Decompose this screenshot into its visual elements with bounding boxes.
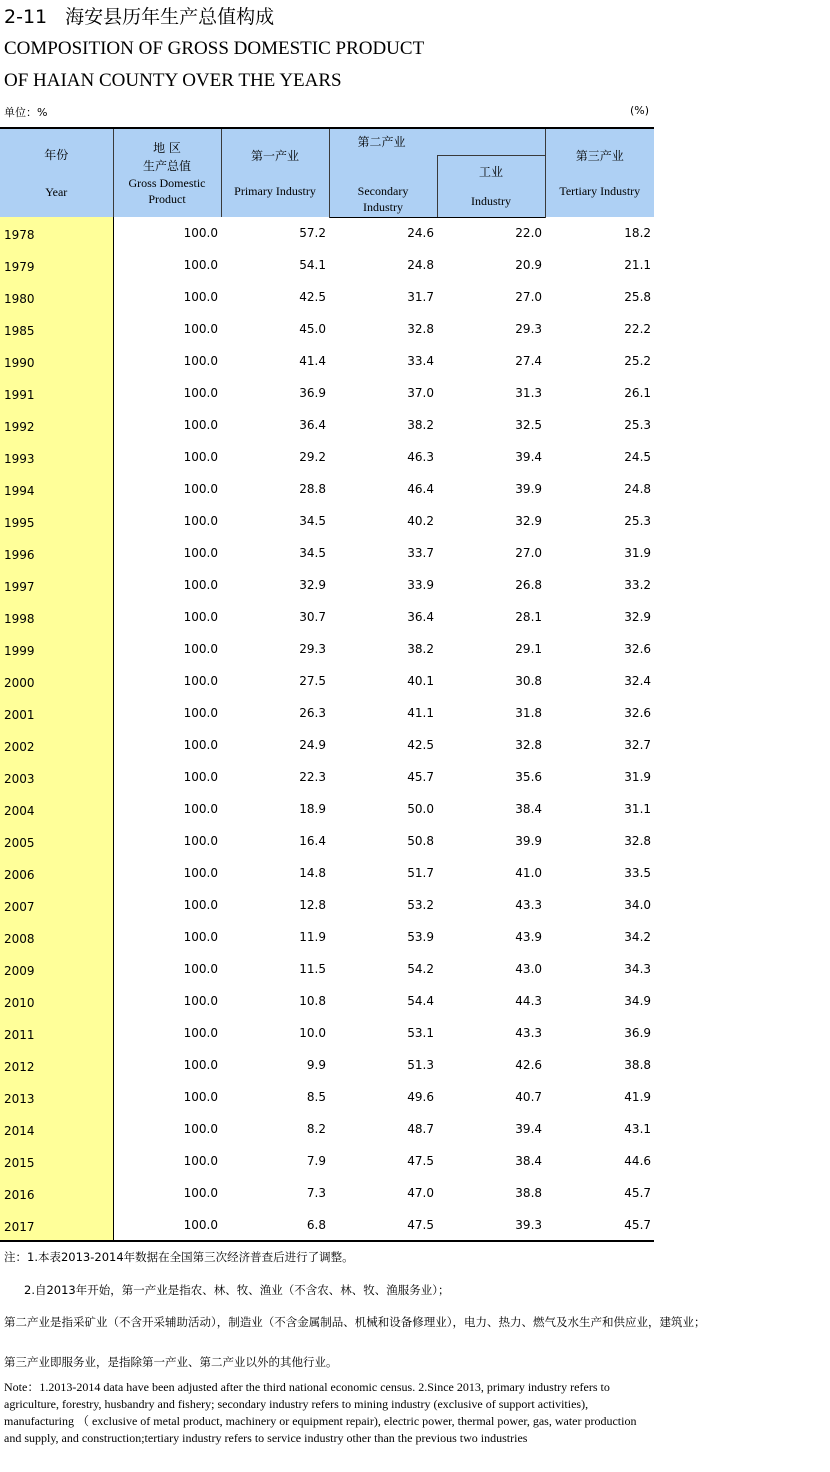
table-row (0, 633, 654, 665)
secondary-cell: 54.2 (407, 962, 434, 976)
secondary-cell: 50.0 (407, 802, 434, 816)
table-row (0, 697, 654, 729)
year-cell: 2013 (0, 1081, 113, 1113)
header-year (0, 128, 113, 217)
industry-cell: 42.6 (515, 1058, 543, 1072)
industry-cell: 27.0 (515, 290, 543, 304)
header-secondary-en: Secondary Industry (357, 183, 409, 214)
primary-cell: 34.5 (299, 514, 326, 528)
gdp-cell: 100.0 (183, 674, 218, 688)
gdp-cell: 100.0 (183, 1090, 218, 1104)
year-cell: 1991 (0, 377, 113, 409)
table-title-en-line2: OF HAIAN COUNTY OVER THE YEARS (4, 70, 342, 91)
secondary-cell: 36.4 (407, 610, 434, 624)
tertiary-cell: 25.2 (624, 354, 652, 368)
tertiary-cell: 33.5 (624, 866, 652, 880)
year-cell: 1985 (0, 313, 113, 345)
table-row (0, 1081, 654, 1113)
gdp-cell: 100.0 (183, 514, 218, 528)
primary-cell: 57.2 (299, 226, 326, 240)
gdp-cell: 100.0 (183, 258, 218, 272)
tertiary-cell: 34.9 (624, 994, 652, 1008)
primary-cell: 22.3 (299, 770, 326, 784)
industry-cell: 31.3 (515, 386, 543, 400)
secondary-cell: 47.0 (407, 1186, 434, 1200)
primary-cell: 16.4 (299, 834, 326, 848)
primary-cell: 8.5 (306, 1090, 326, 1104)
table-row (0, 985, 654, 1017)
header-year-cn: 年份 (44, 148, 69, 162)
industry-cell: 29.1 (515, 642, 543, 656)
header-gdp-cn2: 生产总值 (142, 159, 191, 173)
tertiary-cell: 25.3 (624, 418, 652, 432)
tertiary-cell: 26.1 (624, 386, 652, 400)
table-row (0, 537, 654, 569)
year-cell: 1995 (0, 505, 113, 537)
table-row (0, 1177, 654, 1209)
table-number: 2-11 (4, 6, 48, 28)
industry-cell: 32.8 (515, 738, 543, 752)
header-secondary-group (329, 128, 545, 155)
table-row (0, 921, 654, 953)
secondary-cell: 33.7 (407, 546, 434, 560)
industry-cell: 38.8 (515, 1186, 543, 1200)
gdp-cell: 100.0 (183, 226, 218, 240)
industry-cell: 26.8 (515, 578, 543, 592)
year-cell: 2001 (0, 697, 113, 729)
industry-cell: 30.8 (515, 674, 543, 688)
secondary-cell: 31.7 (407, 290, 434, 304)
header-industry (437, 155, 545, 217)
gdp-cell: 100.0 (183, 418, 218, 432)
table-row (0, 761, 654, 793)
primary-cell: 45.0 (299, 322, 326, 336)
header-year-en: Year (45, 185, 68, 199)
primary-cell: 30.7 (299, 610, 326, 624)
primary-cell: 29.2 (299, 450, 326, 464)
tertiary-cell: 18.2 (624, 226, 652, 240)
secondary-cell: 54.4 (407, 994, 434, 1008)
header-secondary-cn: 第二产业 (357, 134, 406, 149)
table-row (0, 281, 654, 313)
secondary-cell: 53.9 (407, 930, 434, 944)
tertiary-cell: 32.8 (624, 834, 652, 848)
industry-cell: 31.8 (515, 706, 543, 720)
gdp-cell: 100.0 (183, 386, 218, 400)
industry-cell: 38.4 (515, 802, 543, 816)
note-cn-2: 2.自2013年开始，第一产业是指农、林、牧、渔业（不含农、林、牧、渔服务业）； (24, 1283, 450, 1297)
industry-cell: 39.4 (515, 1122, 543, 1136)
table-title-cn (4, 5, 274, 29)
table-row (0, 1113, 654, 1145)
table-row (0, 569, 654, 601)
tertiary-cell: 24.5 (624, 450, 652, 464)
table-row (0, 953, 654, 985)
tertiary-cell: 43.1 (624, 1122, 652, 1136)
industry-cell: 38.4 (515, 1154, 543, 1168)
tertiary-cell: 31.9 (624, 770, 652, 784)
table-row (0, 729, 654, 761)
gdp-cell: 100.0 (183, 834, 218, 848)
secondary-cell: 32.8 (407, 322, 434, 336)
industry-cell: 29.3 (515, 322, 543, 336)
tertiary-cell: 25.3 (624, 514, 652, 528)
gdp-cell: 100.0 (183, 930, 218, 944)
secondary-cell: 47.5 (329, 1209, 437, 1241)
industry-cell: 43.3 (515, 898, 543, 912)
secondary-cell: 53.1 (407, 1026, 434, 1040)
gdp-cell: 100.0 (183, 994, 218, 1008)
year-cell: 1992 (0, 409, 113, 441)
primary-cell: 7.3 (306, 1186, 326, 1200)
unit-label-cn: 单位：% (4, 106, 48, 119)
year-cell: 1996 (0, 537, 113, 569)
year-cell: 2016 (0, 1177, 113, 1209)
year-cell: 2006 (0, 857, 113, 889)
secondary-cell: 40.2 (407, 514, 434, 528)
table-row (0, 377, 654, 409)
primary-cell: 24.9 (299, 738, 326, 752)
year-cell: 2017 (0, 1209, 113, 1241)
industry-cell: 43.0 (515, 962, 543, 976)
table-body (0, 217, 654, 1241)
note-cn-1: 注：1.本表2013-2014年数据在全国第三次经济普查后进行了调整。 (4, 1250, 354, 1264)
gdp-cell: 100.0 (183, 898, 218, 912)
table-row (0, 441, 654, 473)
gdp-cell: 100.0 (183, 866, 218, 880)
gdp-composition-table (0, 127, 654, 1242)
industry-cell: 32.9 (515, 514, 543, 528)
secondary-cell: 24.8 (407, 258, 434, 272)
table-row (0, 505, 654, 537)
tertiary-cell: 34.0 (624, 898, 652, 912)
header-gdp-cn1: 地 区 (153, 141, 181, 155)
primary-cell: 7.9 (306, 1154, 326, 1168)
gdp-cell: 100.0 (183, 642, 218, 656)
tertiary-cell: 32.6 (624, 706, 652, 720)
secondary-cell: 51.3 (407, 1058, 434, 1072)
table-row (0, 409, 654, 441)
primary-cell: 9.9 (306, 1058, 326, 1072)
primary-cell: 8.2 (306, 1122, 326, 1136)
secondary-cell: 33.4 (407, 354, 434, 368)
tertiary-cell: 44.6 (624, 1154, 652, 1168)
gdp-cell: 100.0 (183, 578, 218, 592)
primary-cell: 10.0 (299, 1026, 326, 1040)
year-cell: 1994 (0, 473, 113, 505)
tertiary-cell: 38.8 (624, 1058, 652, 1072)
gdp-cell: 100.0 (183, 1058, 218, 1072)
tertiary-cell: 32.7 (624, 738, 652, 752)
gdp-cell: 100.0 (183, 482, 218, 496)
table-row (0, 889, 654, 921)
year-cell: 1990 (0, 345, 113, 377)
table-row (0, 1049, 654, 1081)
year-cell: 2008 (0, 921, 113, 953)
primary-cell: 11.5 (299, 962, 326, 976)
secondary-cell: 50.8 (407, 834, 434, 848)
year-cell: 1999 (0, 633, 113, 665)
gdp-cell: 100.0 (183, 1122, 218, 1136)
secondary-cell: 38.2 (407, 642, 434, 656)
header-gdp-en: Gross Domestic Product (128, 176, 206, 206)
table-row (0, 601, 654, 633)
tertiary-cell: 45.7 (624, 1186, 652, 1200)
secondary-cell: 47.5 (407, 1154, 434, 1168)
gdp-cell: 100.0 (183, 1186, 218, 1200)
tertiary-cell: 24.8 (624, 482, 652, 496)
primary-cell: 42.5 (299, 290, 326, 304)
primary-cell: 11.9 (299, 930, 326, 944)
primary-cell: 28.8 (299, 482, 326, 496)
gdp-cell: 100.0 (183, 610, 218, 624)
table-row (0, 857, 654, 889)
table-row (0, 1017, 654, 1049)
gdp-cell: 100.0 (183, 546, 218, 560)
industry-cell: 43.9 (515, 930, 543, 944)
secondary-cell: 48.7 (407, 1122, 434, 1136)
year-cell: 2009 (0, 953, 113, 985)
tertiary-cell: 34.2 (624, 930, 652, 944)
primary-cell: 18.9 (299, 802, 326, 816)
tertiary-cell: 21.1 (624, 258, 652, 272)
secondary-cell: 42.5 (407, 738, 434, 752)
industry-cell: 44.3 (515, 994, 543, 1008)
tertiary-cell: 34.3 (624, 962, 652, 976)
year-cell: 2011 (0, 1017, 113, 1049)
industry-cell: 39.3 (437, 1209, 545, 1241)
tertiary-cell: 45.7 (545, 1209, 654, 1241)
gdp-cell: 100.0 (183, 322, 218, 336)
table-row (0, 217, 654, 249)
year-cell: 1998 (0, 601, 113, 633)
secondary-cell: 38.2 (407, 418, 434, 432)
year-cell: 1978 (0, 217, 113, 249)
header-tertiary-cn: 第三产业 (575, 149, 624, 163)
industry-cell: 20.9 (515, 258, 543, 272)
tertiary-cell: 31.1 (624, 802, 652, 816)
year-cell: 2003 (0, 761, 113, 793)
year-cell: 2005 (0, 825, 113, 857)
gdp-cell: 100.0 (183, 706, 218, 720)
note-cn-4: 第三产业即服务业，是指除第一产业、第二产业以外的其他行业。 (4, 1355, 338, 1369)
table-row (0, 793, 654, 825)
industry-cell: 39.9 (515, 834, 543, 848)
gdp-cell: 100.0 (183, 802, 218, 816)
industry-cell: 28.1 (515, 610, 543, 624)
unit-label-en: (%) (630, 104, 650, 117)
table-row (0, 345, 654, 377)
primary-cell: 14.8 (299, 866, 326, 880)
industry-cell: 39.9 (515, 482, 543, 496)
tertiary-cell: 33.2 (624, 578, 652, 592)
tertiary-cell: 25.8 (624, 290, 652, 304)
year-cell: 2014 (0, 1113, 113, 1145)
gdp-cell: 100.0 (183, 354, 218, 368)
header-primary-cn: 第一产业 (250, 149, 299, 163)
year-cell: 1993 (0, 441, 113, 473)
tertiary-cell: 22.2 (624, 322, 652, 336)
table-row (0, 1209, 654, 1241)
year-cell: 1997 (0, 569, 113, 601)
year-cell: 2007 (0, 889, 113, 921)
secondary-cell: 45.7 (407, 770, 434, 784)
industry-cell: 22.0 (515, 226, 543, 241)
year-cell: 2000 (0, 665, 113, 697)
primary-cell: 29.3 (299, 642, 326, 656)
table-row (0, 665, 654, 697)
gdp-cell: 100.0 (183, 962, 218, 976)
secondary-cell: 51.7 (407, 866, 434, 880)
title-cn-text: 海安县历年生产总值构成 (65, 6, 275, 28)
secondary-cell: 41.1 (407, 706, 434, 720)
table-title-en-line1: COMPOSITION OF GROSS DOMESTIC PRODUCT (4, 38, 425, 59)
secondary-cell: 49.6 (407, 1090, 434, 1104)
industry-cell: 39.4 (515, 450, 543, 464)
year-cell: 2004 (0, 793, 113, 825)
tertiary-cell: 41.9 (624, 1090, 652, 1104)
primary-cell: 54.1 (299, 258, 326, 272)
header-industry-cn: 工业 (479, 165, 504, 179)
primary-cell: 34.5 (299, 546, 326, 560)
tertiary-cell: 32.9 (624, 610, 652, 624)
primary-cell: 12.8 (299, 898, 326, 912)
primary-cell: 27.5 (299, 674, 326, 688)
year-cell: 1979 (0, 249, 113, 281)
industry-cell: 40.7 (515, 1090, 543, 1104)
year-cell: 2012 (0, 1049, 113, 1081)
secondary-cell: 53.2 (407, 898, 434, 912)
year-cell: 1980 (0, 281, 113, 313)
tertiary-cell: 32.4 (624, 674, 652, 688)
gdp-cell: 100.0 (183, 738, 218, 752)
secondary-cell: 46.4 (407, 482, 434, 496)
header-gdp (113, 128, 221, 217)
gdp-cell: 100.0 (183, 290, 218, 304)
header-primary (221, 128, 329, 217)
note-en: Note：1.2013-2014 data have been adjusted after the third national economic census. 2.Since 2013, primary industry refers to agriculture, forestry, husbandry and fishery; secondary industry refers to mining industry (exclusive of support activities), manufacturing （ exclusive of metal product, machinery or equipment repair), electric power, thermal power, gas, water production and supply, and construction;tertiary industry refers to service industry other than the previous two industries (4, 1380, 637, 1445)
primary-cell: 36.4 (299, 418, 326, 432)
industry-cell: 35.6 (515, 770, 543, 784)
primary-cell: 32.9 (299, 578, 326, 592)
table-row (0, 473, 654, 505)
secondary-cell: 24.6 (407, 226, 434, 241)
year-cell: 2002 (0, 729, 113, 761)
secondary-cell: 33.9 (407, 578, 434, 592)
table-row (0, 313, 654, 345)
tertiary-cell: 32.6 (624, 642, 652, 656)
header-secondary-en-cell (329, 155, 437, 217)
gdp-cell: 100.0 (183, 450, 218, 464)
gdp-cell: 100.0 (183, 1154, 218, 1168)
primary-cell: 6.8 (221, 1209, 329, 1241)
primary-cell: 26.3 (299, 706, 326, 720)
note-cn-3: 第二产业是指采矿业（不含开采辅助活动），制造业（不含金属制品、机械和设备修理业），电力、热力、燃气及水生产和供应业，建筑业； (4, 1315, 706, 1329)
header-tertiary-en: Tertiary Industry (559, 184, 641, 198)
header-industry-en: Industry (471, 194, 511, 208)
primary-cell: 10.8 (299, 994, 326, 1008)
gdp-cell: 100.0 (183, 1026, 218, 1040)
table-row (0, 249, 654, 281)
industry-cell: 41.0 (515, 866, 543, 880)
table-row (0, 825, 654, 857)
gdp-cell: 100.0 (183, 770, 218, 784)
secondary-cell: 37.0 (407, 386, 434, 400)
tertiary-cell: 36.9 (624, 1026, 652, 1040)
industry-cell: 27.0 (515, 546, 543, 560)
table-row (0, 1145, 654, 1177)
industry-cell: 32.5 (515, 418, 543, 432)
header-tertiary (545, 128, 654, 217)
industry-cell: 43.3 (515, 1026, 543, 1040)
industry-cell: 27.4 (515, 354, 543, 368)
year-cell: 2010 (0, 985, 113, 1017)
secondary-cell: 46.3 (407, 450, 434, 464)
primary-cell: 41.4 (299, 354, 326, 368)
tertiary-cell: 31.9 (624, 546, 652, 560)
header-primary-en: Primary Industry (234, 184, 316, 198)
primary-cell: 36.9 (299, 386, 326, 400)
year-cell: 2015 (0, 1145, 113, 1177)
secondary-cell: 40.1 (407, 674, 434, 688)
gdp-cell: 100.0 (113, 1209, 221, 1241)
